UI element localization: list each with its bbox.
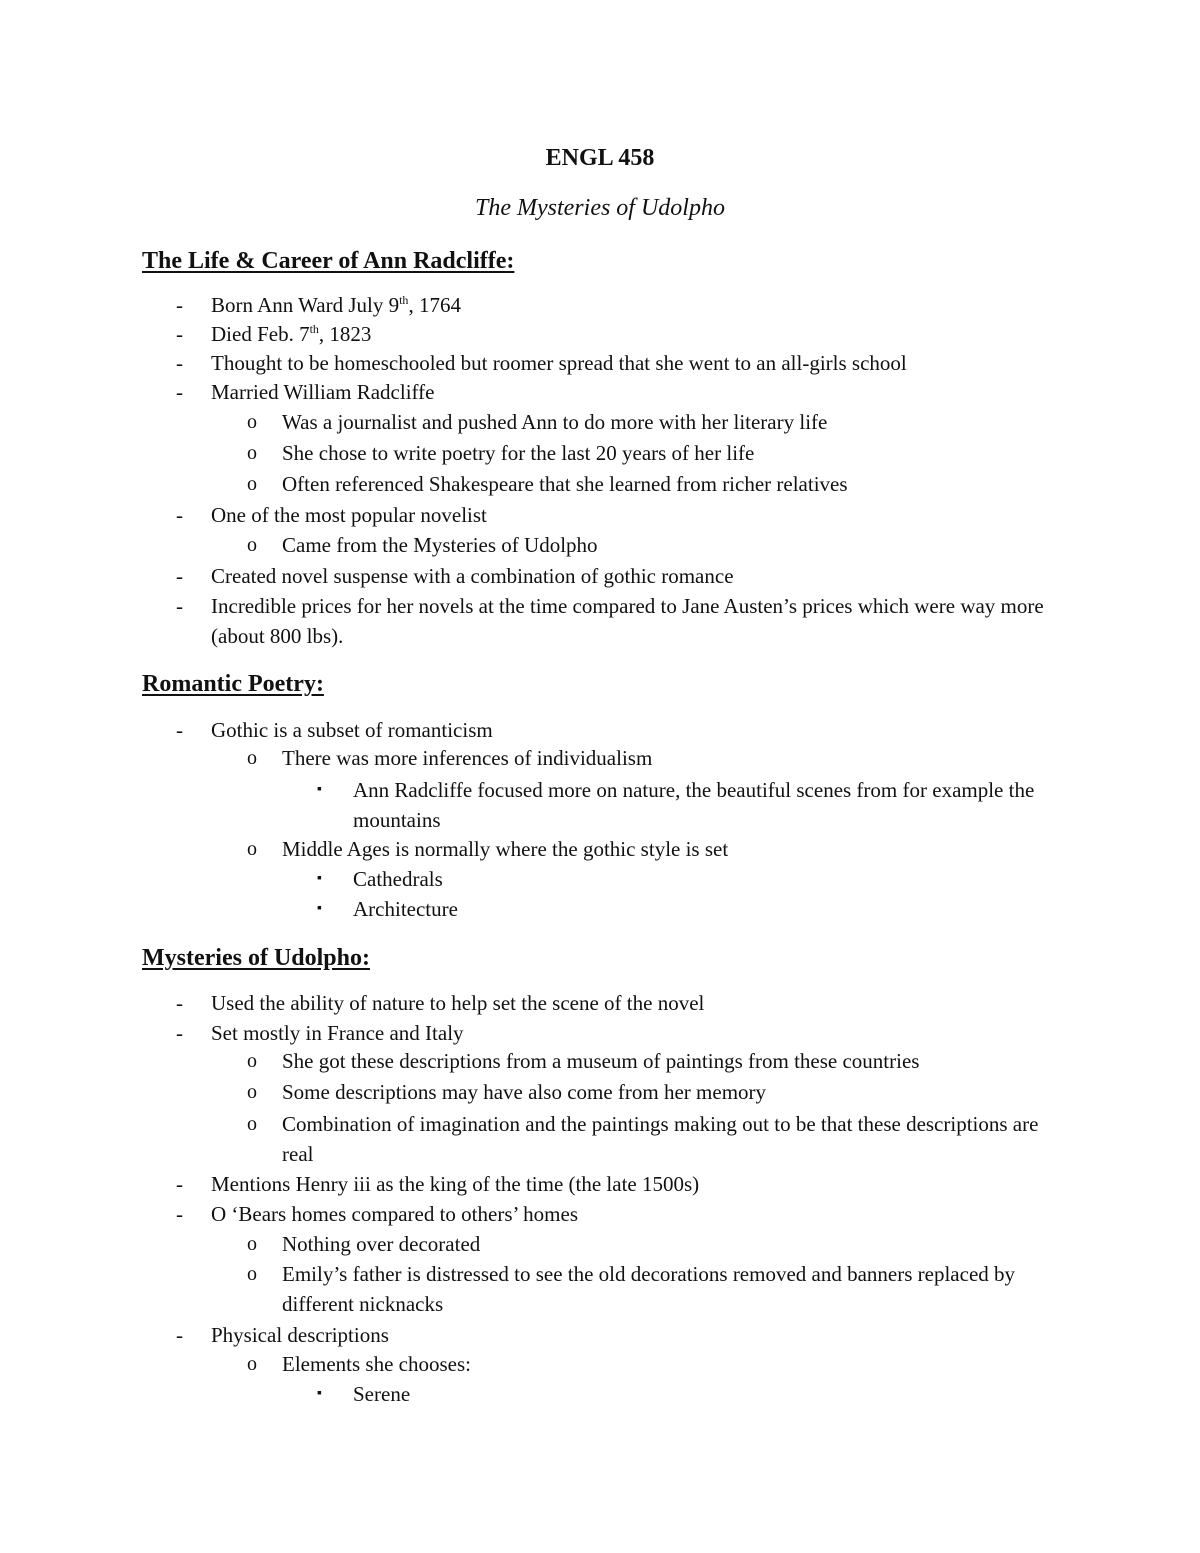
circle-bullet: o [247, 838, 257, 860]
circle-bullet: o [247, 747, 257, 769]
circle-bullet: o [247, 442, 257, 464]
dash-bullet: - [176, 1202, 183, 1226]
circle-bullet: o [247, 1113, 257, 1135]
square-bullet: ▪ [317, 901, 322, 916]
square-bullet: ▪ [317, 782, 322, 797]
document-title: ENGL 458 [545, 145, 655, 171]
dash-bullet: - [176, 1021, 183, 1045]
section-heading-romantic-poetry: Romantic Poetry: [142, 671, 324, 697]
document-subtitle: The Mysteries of Udolpho [475, 195, 725, 221]
dash-bullet: - [176, 718, 183, 742]
circle-bullet: o [247, 534, 257, 556]
dash-bullet: - [176, 594, 183, 618]
dash-bullet: - [176, 351, 183, 375]
dash-bullet: - [176, 293, 183, 317]
dash-bullet: - [176, 1323, 183, 1347]
circle-bullet: o [247, 1263, 257, 1285]
document-page: ENGL 458 The Mysteries of Udolpho The Life & Career of Ann Radcliffe: - Born Ann Ward July 9th, 1764 - Died Feb. 7th, 1823 - Thought to be homeschooled but roomer spread that she went to an all-girls school - Married William Radcliffe o Was a journalist and pushed Ann to do more with her literary life o She chose to write poetry for the last 20 years of her life o Often referenced Shakespeare that she learned from richer relatives - One of the most popular novelist o Came from the Mysteries of Udolpho - Created novel suspense with a combination of gothic romance - Incredible prices for her novels at the time compared to Jane Austen’s prices which were way more (about 800 lbs). Romantic Poetry: - Gothic is a subset of romanticism o There was more inferences of individualism ▪ Ann Radcliffe focused more on nature, the beautiful scenes from for example the mountains o Middle Ages is normally where the gothic style is set ▪ Cathedrals ▪ Architecture Mysteries of Udolpho: - Used the ability of nature to help set the scene of the novel - Set mostly in France and Italy o She got these descriptions from a museum of paintings from these countries o Some descriptions may have also come from her memory o Combination of imagination and the paintings making out to be that these descriptions are real - Mentions Henry iii as the king of the time (the late 1500s) - O ‘Bears homes compared to others’ homes o Nothing over decorated o Emily’s father is distressed to see the old decorations removed and banners replaced by different nicknacks - Physical descriptions o Elements she chooses: ▪ Serene [0, 0, 1200, 1553]
section-heading-mysteries-of-udolpho: Mysteries of Udolpho: [142, 945, 370, 971]
section-heading-life-career: The Life & Career of Ann Radcliffe: [142, 248, 515, 274]
square-bullet: ▪ [317, 871, 322, 886]
circle-bullet: o [247, 411, 257, 433]
dash-bullet: - [176, 564, 183, 588]
circle-bullet: o [247, 1233, 257, 1255]
circle-bullet: o [247, 1353, 257, 1375]
dash-bullet: - [176, 991, 183, 1015]
dash-bullet: - [176, 1172, 183, 1196]
square-bullet: ▪ [317, 1386, 322, 1401]
circle-bullet: o [247, 1050, 257, 1072]
circle-bullet: o [247, 1081, 257, 1103]
dash-bullet: - [176, 503, 183, 527]
circle-bullet: o [247, 473, 257, 495]
dash-bullet: - [176, 322, 183, 346]
dash-bullet: - [176, 380, 183, 404]
